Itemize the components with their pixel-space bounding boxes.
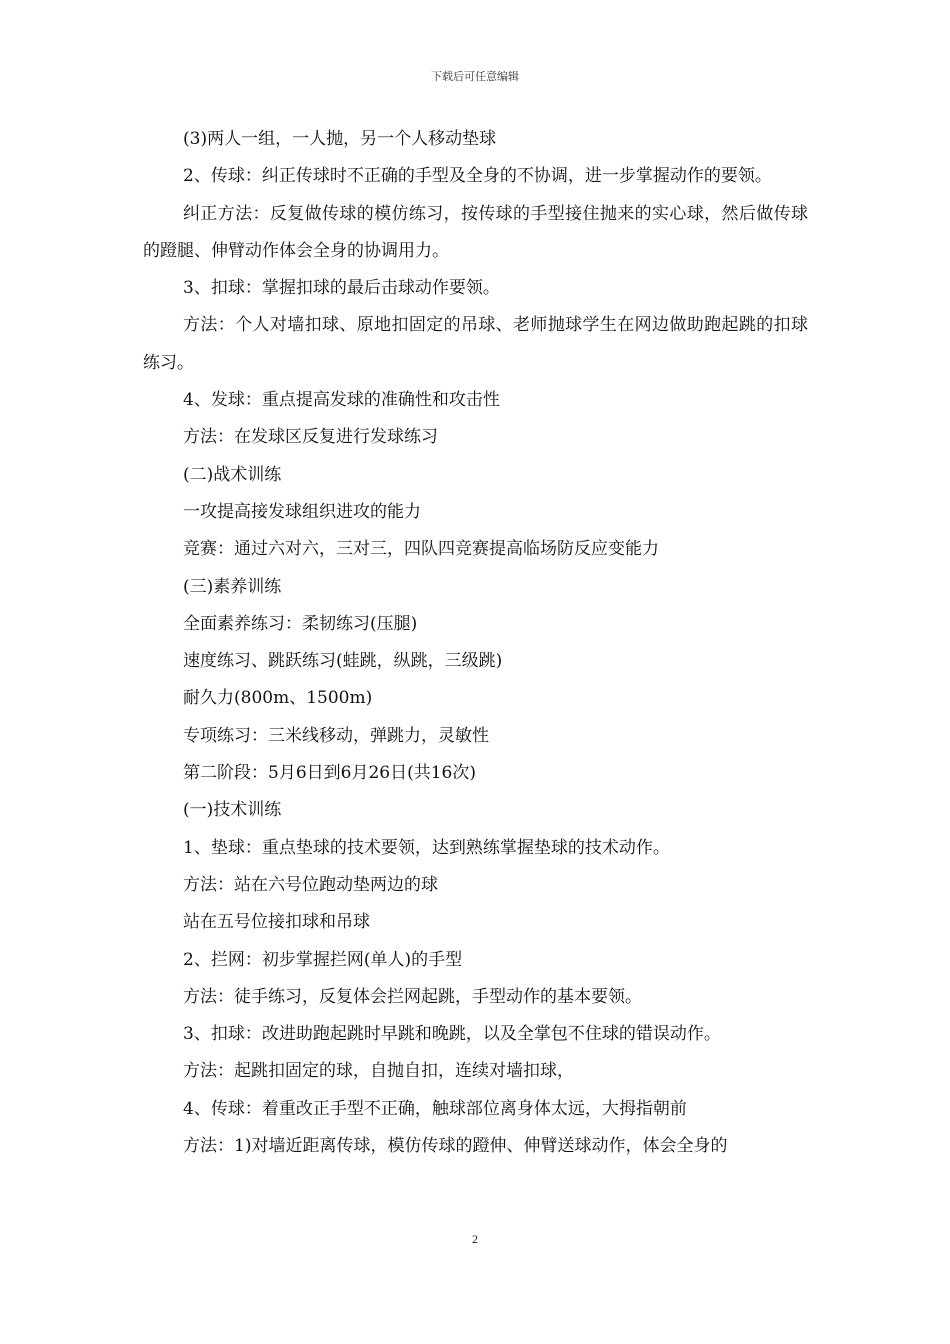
paragraph: (一)技术训练	[183, 800, 282, 821]
paragraph: 专项练习：三米线移动，弹跳力，灵敏性	[183, 725, 489, 746]
paragraph: 方法：站在六号位跑动垫两边的球	[183, 874, 438, 895]
paragraph: 4、传球：着重改正手型不正确，触球部位离身体太远，大拇指朝前	[183, 1098, 687, 1119]
paragraph: 竞赛：通过六对六，三对三，四队四竞赛提高临场防反应变能力	[183, 539, 659, 560]
paragraph: 方法：徒手练习，反复体会拦网起跳，手型动作的基本要领。	[183, 986, 642, 1007]
paragraph: 全面素养练习：柔韧练习(压腿)	[183, 613, 418, 634]
paragraph: 4、发球：重点提高发球的准确性和攻击性	[183, 390, 500, 411]
document-body	[143, 121, 808, 1165]
paragraph: (3)两人一组，一人抛，另一个人移动垫球	[183, 129, 497, 149]
paragraph: 第二阶段：5月6日到6月26日(共16次)	[183, 763, 476, 784]
paragraph: 3、扣球：改进助跑起跳时早跳和晚跳，以及全掌包不住球的错误动作。	[183, 1024, 721, 1045]
paragraph: 纠正方法：反复做传球的模仿练习，按传球的手型接住抛来的实心球，然后做传球的蹬腿、伸臂动作体会全身的协调用力。	[143, 203, 808, 261]
paragraph: 1、垫球：重点垫球的技术要领，达到熟练掌握垫球的技术动作。	[183, 837, 670, 858]
paragraph: 2、拦网：初步掌握拦网(单人)的手型	[183, 949, 463, 970]
paragraph: 站在五号位接扣球和吊球	[183, 912, 370, 933]
paragraph: 速度练习、跳跃练习(蛙跳，纵跳，三级跳)	[183, 651, 503, 672]
paragraph: (三)素养训练	[183, 576, 282, 597]
page-number: 2	[472, 1232, 478, 1246]
page-header: 下载后可任意编辑	[431, 70, 519, 83]
paragraph: 3、扣球：掌握扣球的最后击球动作要领。	[183, 278, 500, 299]
paragraph: 2、传球：纠正传球时不正确的手型及全身的不协调，进一步掌握动作的要领。	[183, 166, 772, 187]
paragraph: 方法：1)对墙近距离传球，模仿传球的蹬伸、伸臂送球动作，体会全身的	[183, 1136, 728, 1157]
paragraph: 方法：起跳扣固定的球，自抛自扣，连续对墙扣球，	[183, 1061, 574, 1082]
paragraph: 方法：在发球区反复进行发球练习	[183, 427, 438, 448]
paragraph: 耐久力(800m、1500m)	[183, 688, 373, 709]
paragraph: 方法：个人对墙扣球、原地扣固定的吊球、老师抛球学生在网边做助跑起跳的扣球练习。	[143, 315, 808, 373]
paragraph: (二)战术训练	[183, 464, 282, 485]
paragraph: 一攻提高接发球组织进攻的能力	[183, 501, 421, 522]
